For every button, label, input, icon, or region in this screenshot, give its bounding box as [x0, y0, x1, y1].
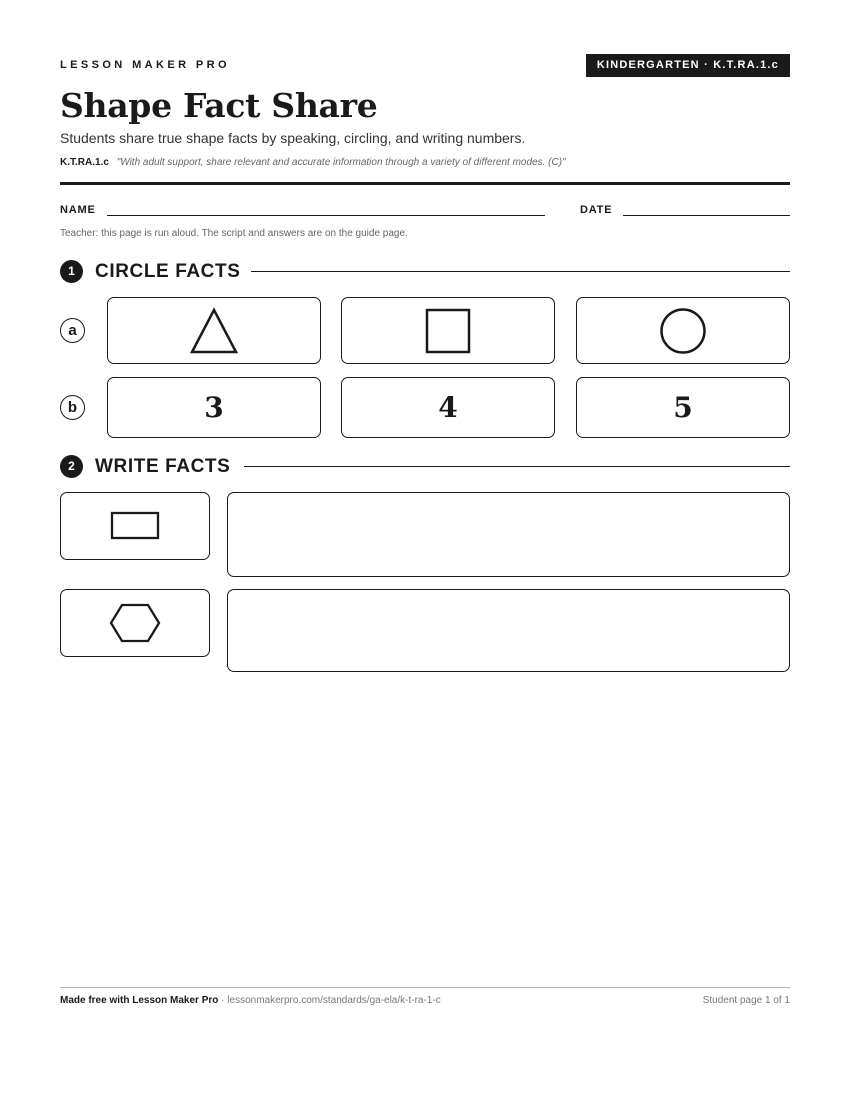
- square-choice[interactable]: [341, 297, 555, 364]
- section-write-facts: [60, 454, 790, 480]
- number-choice-4[interactable]: [341, 377, 555, 438]
- number-choice-3[interactable]: [107, 377, 321, 438]
- header-divider: [60, 182, 790, 185]
- section-title: CIRCLE FACTS: [95, 261, 241, 282]
- page-indicator: Student page 1 of 1: [702, 995, 790, 1006]
- name-label: NAME: [60, 204, 96, 216]
- write-answer-box[interactable]: [227, 589, 790, 672]
- standard-code: K.T.RA.1.c: [60, 157, 109, 168]
- footer-divider: [60, 987, 790, 988]
- hexagon-icon: [109, 603, 161, 643]
- section-rule: [251, 271, 790, 272]
- circle-choice[interactable]: [576, 297, 790, 364]
- standard-line: [60, 157, 566, 168]
- row-label-b: b: [60, 395, 85, 420]
- shape-prompt-rectangle: [60, 492, 210, 560]
- section-number-badge: 1: [60, 260, 83, 283]
- number-text: 4: [438, 391, 458, 424]
- footer-brand: Made free with Lesson Maker Pro: [60, 995, 219, 1006]
- footer-credit: [60, 995, 441, 1006]
- page-subtitle: Students share true shape facts by speaking, circling, and writing numbers.: [60, 130, 526, 146]
- write-answer-box[interactable]: [227, 492, 790, 577]
- grade-standard-badge: KINDERGARTEN · K.T.RA.1.c: [586, 54, 790, 77]
- teacher-note: Teacher: this page is run aloud. The script and answers are on the guide page.: [60, 228, 408, 239]
- shape-prompt-hexagon: [60, 589, 210, 657]
- triangle-icon: [190, 307, 238, 355]
- row-label-a: a: [60, 318, 85, 343]
- brand-name: LESSON MAKER PRO: [60, 59, 230, 71]
- footer-url[interactable]: lessonmakerpro.com/standards/ga-ela/k-t-ra-1-c: [227, 995, 441, 1006]
- triangle-choice[interactable]: [107, 297, 321, 364]
- date-field[interactable]: [623, 215, 790, 216]
- number-text: 3: [204, 391, 224, 424]
- page-title: Shape Fact Share: [60, 86, 378, 125]
- date-label: DATE: [580, 204, 613, 216]
- circle-icon: [659, 307, 707, 355]
- square-icon: [425, 308, 471, 354]
- section-rule: [244, 466, 790, 467]
- section-number-badge: 2: [60, 455, 83, 478]
- number-choice-5[interactable]: [576, 377, 790, 438]
- number-text: 5: [673, 391, 693, 424]
- standard-quote: "With adult support, share relevant and accurate information through a variety of different modes. (C)": [116, 157, 566, 168]
- rectangle-icon: [110, 511, 160, 541]
- section-title: WRITE FACTS: [95, 456, 231, 477]
- section-circle-facts: [60, 259, 790, 285]
- name-field[interactable]: [107, 215, 545, 216]
- footer-separator: ·: [218, 995, 228, 1006]
- worksheet-page: [60, 0, 790, 1100]
